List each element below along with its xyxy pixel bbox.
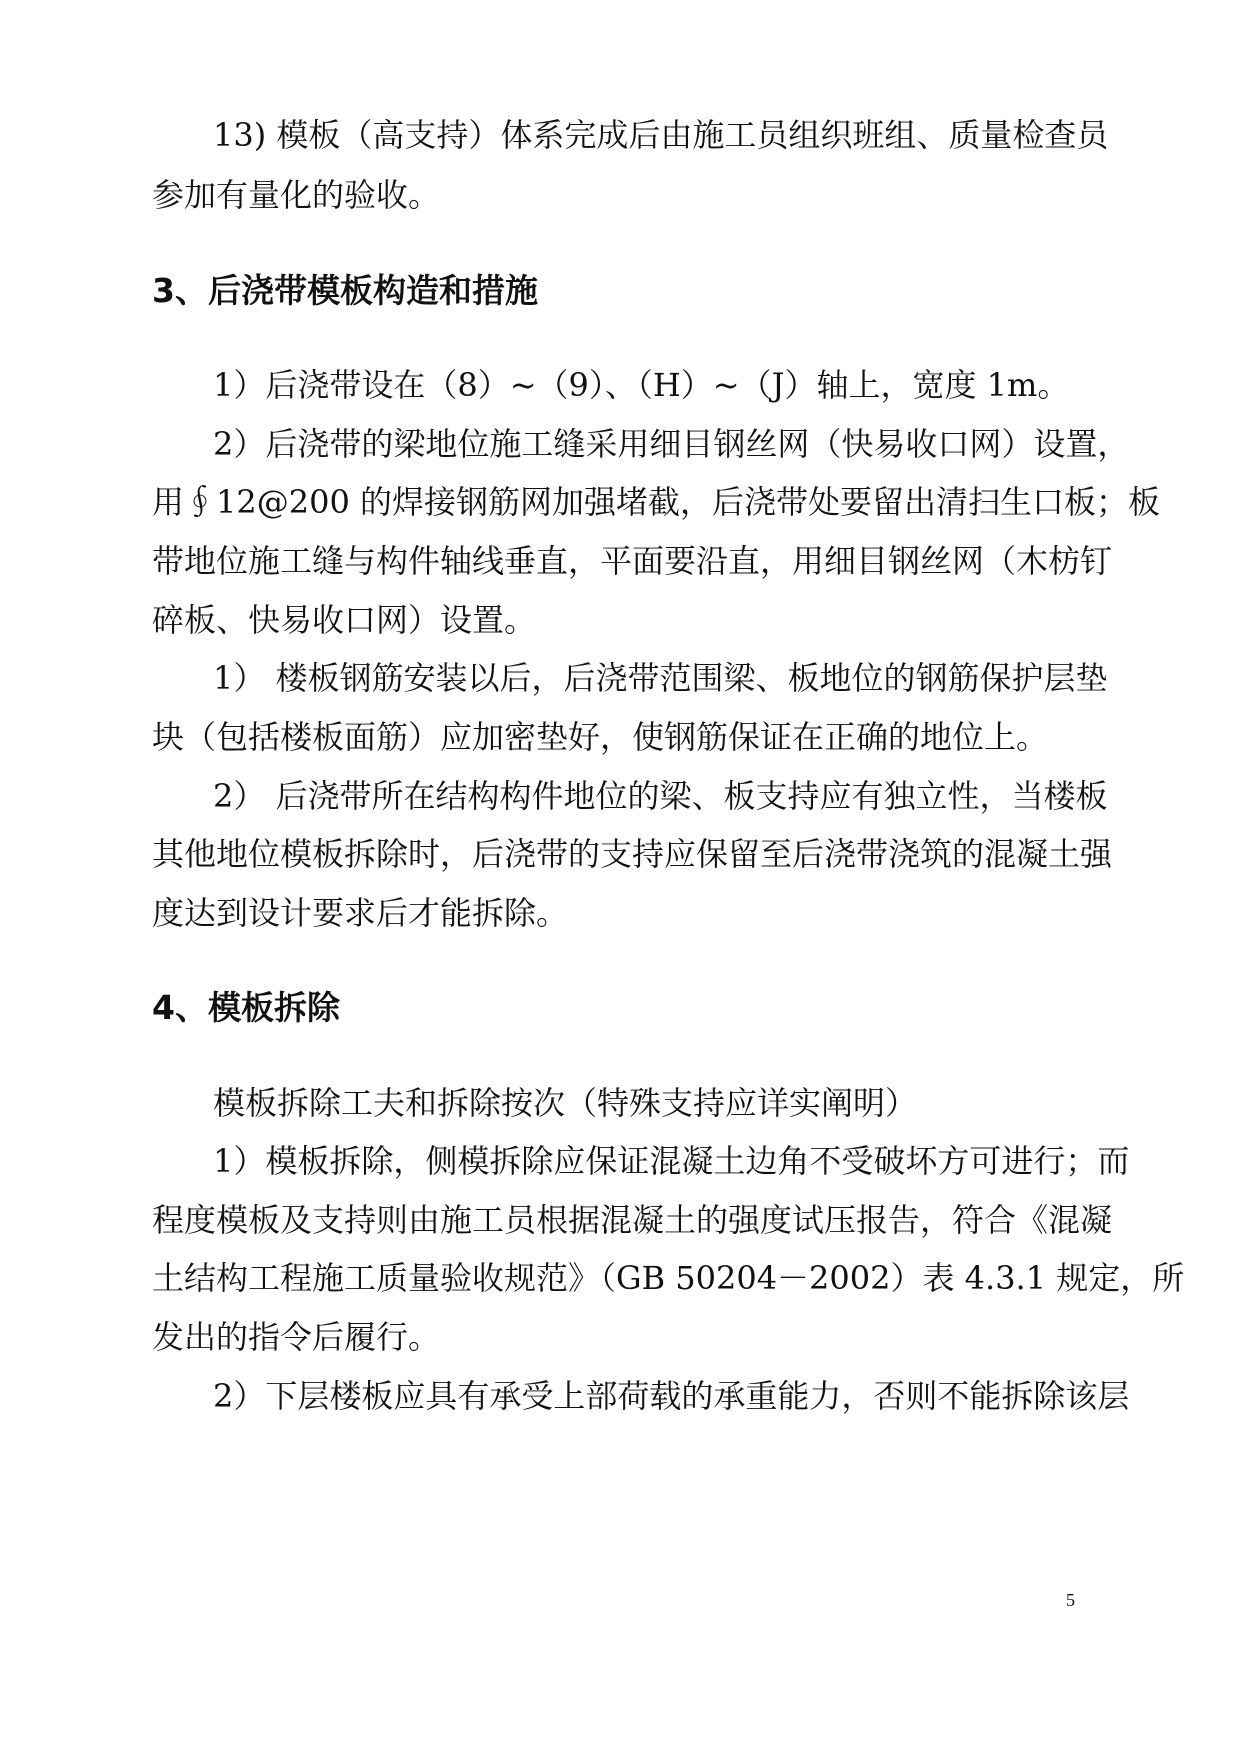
removal-item-1-line-4: 发出的指令后履行。 [152, 1318, 441, 1356]
paragraph-1b-line-2: 块（包括楼板面筋）应加密垫好，使钢筋保证在正确的地位上。 [152, 718, 1049, 756]
paragraph-1b-line-1: 1） 楼板钢筋安装以后，后浇带范围梁、板地位的钢筋保护层垫 [213, 659, 1108, 697]
paragraph-2b-line-3: 度达到设计要求后才能拆除。 [152, 894, 569, 932]
paragraph-2-line-1: 2）后浇带的梁地位施工缝采用细目钢丝网（快易收口网）设置， [213, 425, 1130, 463]
paragraph-13-line-1: 13) 模板（高支持）体系完成后由施工员组织班组、质量检查员 [213, 116, 1109, 154]
removal-intro: 模板拆除工夫和拆除按次（特殊支持应详实阐明） [213, 1084, 918, 1122]
section-heading-3: 3、后浇带模板构造和措施 [152, 271, 538, 310]
section-heading-4: 4、模板拆除 [152, 988, 340, 1027]
paragraph-2-line-3: 带地位施工缝与构件轴线垂直，平面要沿直，用细目钢丝网（木枋钉 [152, 542, 1113, 580]
removal-item-1-line-3: 土结构工程施工质量验收规范》（GB 50204－2002）表 4.3.1 规定，所 [152, 1259, 1185, 1297]
paragraph-2-line-4: 碎板、快易收口网）设置。 [152, 601, 537, 639]
removal-item-1-line-2: 程度模板及支持则由施工员根据混凝土的强度试压报告，符合《混凝 [152, 1201, 1113, 1239]
paragraph-13-line-2: 参加有量化的验收。 [152, 176, 441, 214]
paragraph-2b-line-1: 2） 后浇带所在结构构件地位的梁、板支持应有独立性，当楼板 [213, 777, 1108, 815]
paragraph-2b-line-2: 其他地位模板拆除时，后浇带的支持应保留至后浇带浇筑的混凝土强 [152, 835, 1113, 873]
removal-item-1-line-1: 1）模板拆除，侧模拆除应保证混凝土边角不受破坏方可进行；而 [213, 1142, 1130, 1180]
removal-item-2-line-1: 2）下层楼板应具有承受上部荷载的承重能力，否则不能拆除该层 [213, 1377, 1130, 1415]
page-number: 5 [1066, 1590, 1075, 1610]
paragraph-2-line-2: 用∮12@200 的焊接钢筋网加强堵截，后浇带处要留出清扫生口板；板 [152, 483, 1160, 521]
paragraph-1-line-1: 1）后浇带设在（8）~（9）、（H）~（J）轴上，宽度 1m。 [213, 366, 1070, 404]
